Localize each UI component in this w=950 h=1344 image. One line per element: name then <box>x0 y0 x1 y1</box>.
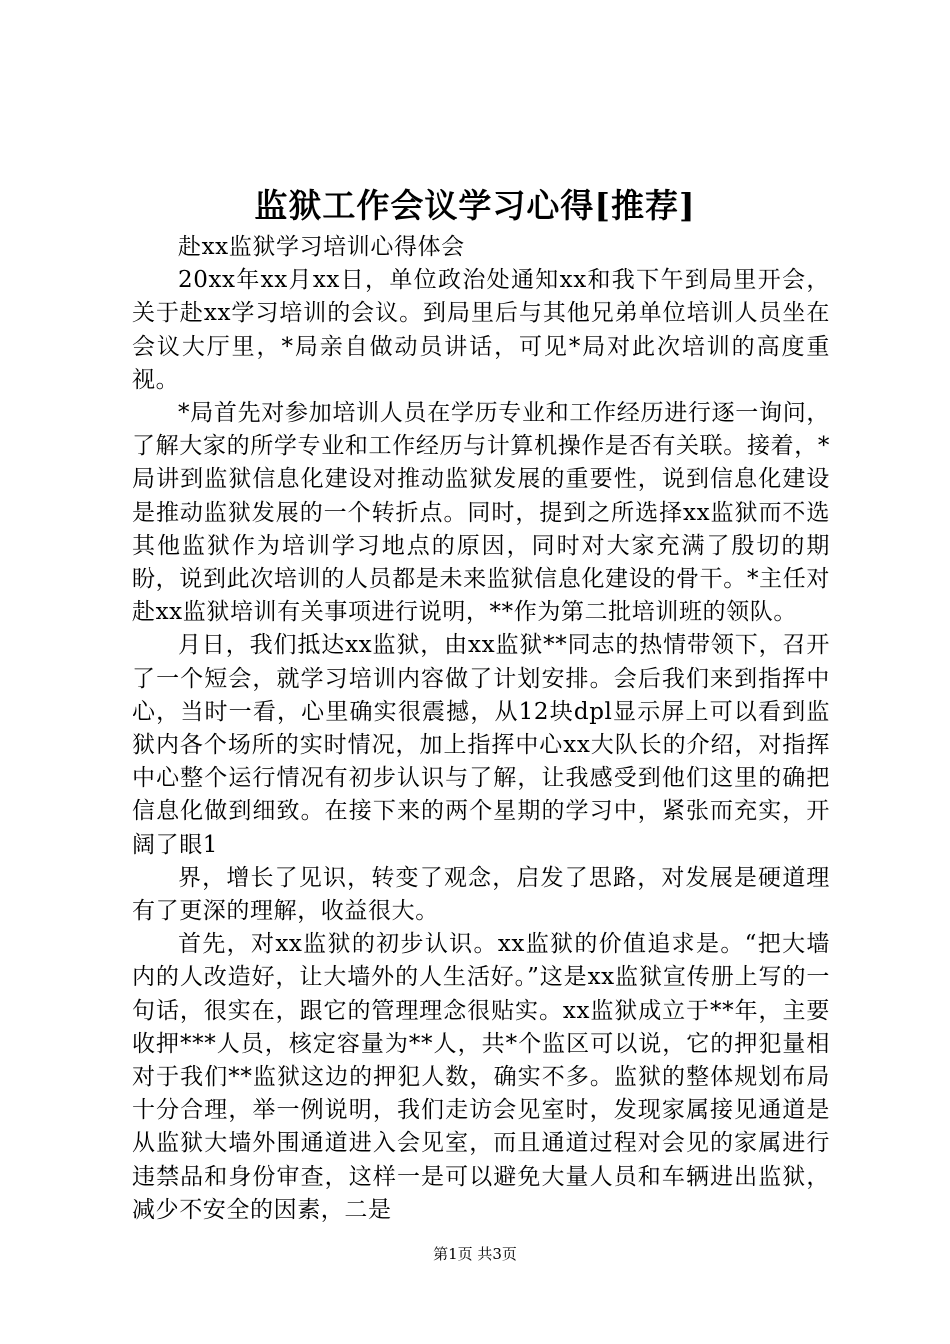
paragraph-subtitle: 赴xx监狱学习培训心得体会 <box>178 234 465 260</box>
document-body <box>132 231 830 1227</box>
paragraph: 月日，我们抵达xx监狱，由xx监狱**同志的热情带领下，召开了一个短会，就学习培训内容做了计划安排。会后我们来到指挥中心，当时一看，心里确实很震撼，从12块dpl显示屏上可以看到监狱内各个场所的实时情况，加上指挥中心xx大队长的介绍，对指挥中心整个运行情况有初步认识与了解，让我感受到他们这里的确把信息化做到细致。在接下来的两个星期的学习中，紧张而充实，开阔了眼1 <box>132 632 830 858</box>
paragraph: *局首先对参加培训人员在学历专业和工作经历进行逐一询问，了解大家的所学专业和工作经历与计算机操作是否有关联。接着，*局讲到监狱信息化建设对推动监狱发展的重要性，说到信息化建设是推动监狱发展的一个转折点。同时，提到之所选择xx监狱而不选其他监狱作为培训学习地点的原因，同时对大家充满了殷切的期盼，说到此次培训的人员都是未来监狱信息化建设的骨干。*主任对赴xx监狱培训有关事项进行说明，**作为第二批培训班的领队。 <box>132 400 830 626</box>
paragraph: 首先，对xx监狱的初步认识。xx监狱的价值追求是。“把大墙内的人改造好，让大墙外的人生活好。”这是xx监狱宣传册上写的一句话，很实在，跟它的管理理念很贴实。xx监狱成立于**年，主要收押***人员，核定容量为**人，共*个监区可以说，它的押犯量相对于我们**监狱这边的押犯人数，确实不多。监狱的整体规划布局十分合理，举一例说明，我们走访会见室时，发现家属接见通道是从监狱大墙外围通道进入会见室，而且通道过程对会见的家属进行违禁品和身份审查，这样一是可以避免大量人员和车辆进出监狱，减少不安全的因素，二是 <box>132 931 830 1223</box>
document-title: 监狱工作会议学习心得[推荐] <box>254 186 696 225</box>
paragraph: 20xx年xx月xx日，单位政治处通知xx和我下午到局里开会，关于赴xx学习培训的会议。到局里后与其他兄弟单位培训人员坐在会议大厅里，*局亲自做动员讲话，可见*局对此次培训的高度重视。 <box>132 267 830 393</box>
page-number-footer: 第1页 共3页 <box>433 1245 517 1263</box>
paragraph: 界，增长了见识，转变了观念，启发了思路，对发展是硬道理有了更深的理解，收益很大。 <box>132 864 830 925</box>
